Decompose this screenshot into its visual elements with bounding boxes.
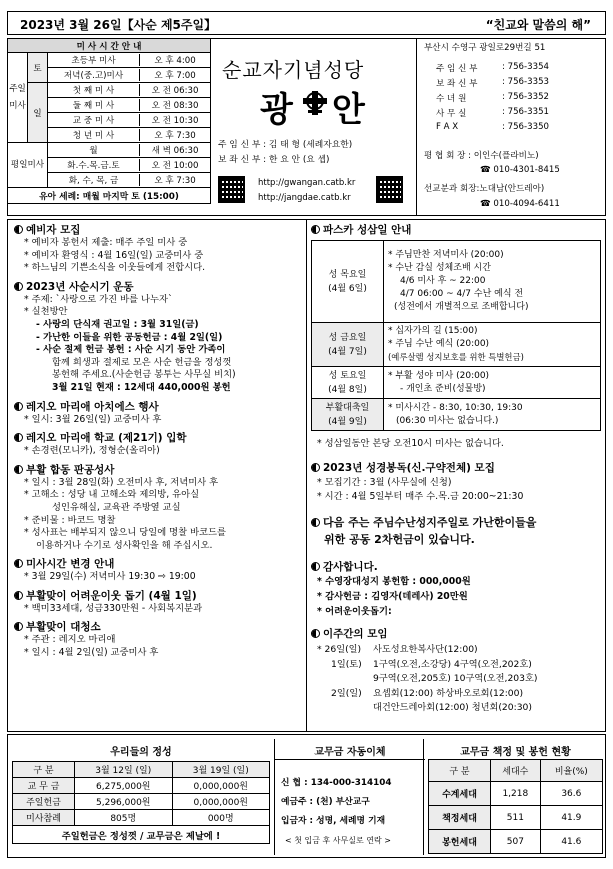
section-title-text: 2023년 사순시기 운동 — [26, 280, 134, 293]
paschal-date: (4월 7일) — [328, 346, 367, 357]
notice-line: * 3월 29일(수) 저녁미사 19:30 ⇨ 19:00 — [24, 571, 196, 583]
phone-row — [436, 122, 606, 137]
paschal-table — [311, 240, 601, 431]
depositor-note: 입금자 : 성명, 세례명 기재 — [281, 816, 386, 826]
phone-label: 보 좌 신 부 — [436, 79, 478, 89]
meetings-list — [317, 643, 537, 716]
notice-line: * 준비물 : 바코드 명찰 — [24, 514, 116, 526]
bottom-block — [7, 734, 606, 858]
mission-president-phone: ☎ 010-4094-6411 — [480, 199, 560, 209]
section-title — [14, 620, 302, 634]
cross-emblem-icon — [302, 90, 328, 116]
mass-time: 새 벽 06:30 — [151, 146, 199, 156]
phone-row — [436, 77, 606, 92]
council-president: 평 협 회 장 : 이인수(플라비노) — [424, 151, 539, 161]
council-president-phone: ☎ 010-4301-8415 — [480, 165, 560, 175]
offering-footer: 주일헌금은 정성껏 / 교무금은 제날에 ! — [13, 826, 270, 844]
row-label: 수계세대 — [429, 782, 491, 806]
notice-section — [14, 280, 302, 395]
phone-list — [436, 62, 606, 137]
notice-line: - 가난한 이들을 위한 공동헌금 : 4월 2일(일) — [36, 331, 223, 343]
paschal-day-cell — [312, 323, 384, 367]
section-title: 이주간의 모임 — [323, 628, 388, 640]
notice-section — [14, 400, 302, 427]
auto-transfer-box — [274, 739, 424, 855]
mass-time: 오 후 4:00 — [154, 56, 196, 66]
table-header: 비율(%) — [540, 760, 602, 782]
mass-time: 오 전 10:00 — [151, 161, 199, 171]
bible-line: * 시간 : 4월 5일부터 매주 수.목.금 20:00~21:30 — [317, 491, 524, 502]
title-left: 광 — [260, 90, 293, 130]
meeting-row — [317, 672, 537, 687]
church-name: 순교자기념성당 — [222, 58, 365, 82]
paschal-date: (4월 9일) — [328, 416, 367, 427]
tithe-table — [428, 759, 603, 854]
saturday-label: 토 — [28, 53, 48, 83]
paschal-line: * 부활 성야 미사 (20:00) — [388, 370, 490, 381]
meetings-title — [311, 627, 388, 641]
phone-value: : 756-3351 — [502, 107, 550, 117]
phone-row — [436, 62, 606, 77]
bible-title — [311, 461, 495, 475]
paschal-detail — [384, 241, 601, 323]
section-title — [14, 223, 302, 237]
circle-bullet-icon — [311, 518, 320, 527]
mass-times-title: 미 사 시 간 안 내 — [8, 39, 211, 53]
cell-value: 0,000,000원 — [172, 778, 270, 794]
cell-value: 805명 — [75, 810, 173, 826]
section-title — [14, 400, 302, 414]
notice-line: * 백미33세대, 성금330만원 - 사회복지분과 — [24, 602, 203, 614]
notice-line: * 주관 : 레지오 마리애 — [24, 634, 116, 646]
mission-president: 선교분과 회장:노대남(안드레아) — [424, 184, 545, 194]
paschal-date: (4월 8일) — [328, 384, 367, 395]
cell-value: 0,000,000원 — [172, 794, 270, 810]
mass-name: 초등부 미사 — [48, 54, 140, 66]
paschal-day: 성 금요일 — [328, 332, 367, 343]
phone-value: : 756-3350 — [502, 122, 550, 132]
paschal-line: * 십자가의 길 (15:00) — [388, 326, 478, 336]
cell-value: 1,218 — [491, 782, 541, 806]
row-label: 책정세대 — [429, 806, 491, 830]
row-label: 미사참례 — [13, 810, 75, 826]
sunday-mass-label: 주일미사 — [8, 53, 28, 143]
paschal-day-cell — [312, 241, 384, 323]
bank-account: 신 협 : 134-000-314104 — [281, 778, 392, 788]
meeting-date: * 26일(일) — [317, 644, 362, 655]
meeting-text: 요셉회(12:00) 하상바오로회(12:00) — [373, 687, 524, 699]
title-block — [260, 82, 370, 128]
notice-line: * 예비자 환영식 : 4월 16일(일) 교중미사 중 — [24, 249, 204, 261]
notice-line: * 손경련(모니카), 정형순(올리아) — [24, 445, 160, 457]
section-title — [14, 557, 302, 571]
notice-line: 성인유해실, 교육관 주방옆 교실 — [52, 501, 181, 513]
row-label: 주일헌금 — [13, 794, 75, 810]
paschal-line: * 주님 수난 예식 (20:00) — [388, 339, 490, 349]
circle-bullet-icon — [311, 225, 320, 234]
notice-line: * 성사표는 배부되지 않으니 당일에 명찰 바코드를 — [24, 527, 226, 539]
thanks-line: * 어려운이웃돕기: — [317, 606, 392, 617]
mass-time: 오 후 7:30 — [154, 131, 196, 141]
notice-line: * 일시 : 3월 28일(화) 오전미사 후, 저녁미사 후 — [24, 476, 219, 488]
infant-baptism: 유아 세례: 매월 마지막 토 (15:00) — [8, 188, 211, 204]
notice-section — [14, 557, 302, 584]
paschal-note: * 성삼일동안 본당 오전10시 미사는 없습니다. — [317, 438, 504, 449]
paschal-detail — [384, 367, 601, 399]
table-header: 3월 19일 (일) — [172, 762, 270, 778]
paschal-line: * 미사시간 - 8:30, 10:30, 19:30 — [388, 402, 523, 413]
circle-bullet-icon — [14, 402, 23, 411]
qr-code-icon — [218, 176, 245, 203]
meeting-text: 9구역(오전,205호) 10구역(오전,203호) — [373, 673, 538, 684]
section-title-text: 예비자 모집 — [26, 224, 81, 236]
notice-line: * 일시: 3월 26일(일) 교중미사 후 — [24, 413, 162, 425]
mass-time: 오 전 06:30 — [151, 86, 199, 96]
contact-info — [420, 38, 606, 216]
title-right: 안 — [332, 90, 365, 130]
notice-line: * 주제: `사랑으로 가진 바를 나누자` — [24, 293, 173, 305]
paschal-detail — [384, 323, 601, 367]
masthead — [214, 38, 410, 216]
cell-value: 000명 — [172, 810, 270, 826]
mass-name: 교 중 미 사 — [48, 114, 140, 126]
notice-line: - 사랑의 단식재 권고일 : 3월 31일(금) — [36, 318, 199, 330]
paschal-day-cell — [312, 367, 384, 399]
right-column — [306, 219, 606, 732]
contact-note: < 첫 입금 후 사무실로 연락 > — [285, 836, 391, 845]
row-label: 교 무 금 — [13, 778, 75, 794]
mass-name: 둘 째 미 사 — [48, 99, 140, 111]
mass-times-table — [7, 38, 211, 204]
section-title: 파스카 성삼일 안내 — [323, 224, 412, 236]
meeting-date: 1일(토) — [331, 658, 362, 670]
paschal-line: 4/6 미사 후 ~ 22:00 — [400, 276, 486, 286]
table-header: 3월 12일 (일) — [75, 762, 173, 778]
notice-section — [14, 431, 302, 458]
paschal-title — [311, 223, 411, 237]
mass-times — [7, 38, 211, 216]
notice-line: * 고해소 : 성당 내 고해소와 제의방, 유아실 — [24, 489, 200, 501]
paschal-day: 성 목요일 — [328, 269, 367, 280]
paschal-line: 4/7 06:00 ~ 4/7 수난 예식 전 — [400, 289, 524, 299]
mass-time: 오 전 10:30 — [151, 116, 199, 126]
phone-value: : 756-3353 — [502, 77, 550, 87]
phone-row — [436, 107, 606, 122]
notice-section — [14, 223, 302, 275]
offering-title: 우리들의 정성 — [110, 747, 172, 758]
mass-name: 첫 째 미 사 — [48, 84, 140, 96]
paschal-detail — [384, 399, 601, 431]
circle-bullet-icon — [14, 591, 23, 600]
assistant-pastor-name: 보 좌 신 부 : 한 요 안 (요 셉) — [218, 155, 330, 165]
mass-name: 화, 수, 목, 금 — [48, 174, 140, 186]
website-gwangan[interactable]: http://gwangan.catb.kr — [258, 178, 356, 188]
notice-section — [14, 589, 302, 616]
section-title-text: 레지오 마리애 아치에스 행사 — [26, 400, 159, 413]
thanks-line: * 수영장대성지 봉헌함 : 000,000원 — [317, 576, 471, 587]
meeting-row — [317, 643, 537, 658]
section-title — [14, 589, 302, 603]
circle-bullet-icon — [311, 463, 320, 472]
bible-line: * 모집기간 : 3월 (사무실에 신청) — [317, 477, 452, 488]
section-title-text: 레지오 마리애 학교 (제21기) 입학 — [26, 432, 187, 445]
left-column — [7, 219, 307, 732]
notice-line: * 예비자 봉헌서 제출: 매주 주일 미사 중 — [24, 237, 188, 248]
meeting-row — [317, 687, 537, 702]
paschal-line: * 수난 감실 성체조배 시간 — [388, 263, 491, 273]
notice-line: * 하느님의 기쁜소식을 이웃들에게 전합시다. — [24, 262, 206, 274]
circle-bullet-icon — [14, 433, 23, 442]
section-title-text: 미사시간 변경 안내 — [26, 558, 115, 571]
cell-value: 507 — [491, 830, 541, 854]
mass-time: 오 전 08:30 — [151, 101, 199, 111]
divider — [416, 38, 417, 216]
account-holder: 예금주 : (천) 부산교구 — [281, 797, 370, 807]
mass-name: 월 — [48, 144, 140, 156]
cell-value: 511 — [491, 806, 541, 830]
pastor-name: 주 임 신 부 : 김 태 형 (세례자요한) — [218, 140, 353, 150]
circle-bullet-icon — [311, 629, 320, 638]
year-theme: “친교와 말씀의 해” — [485, 18, 591, 32]
phone-label: 사 무 실 — [436, 109, 467, 119]
notice-line: 함께 희생과 절제로 모은 사순 헌금을 정성껏 — [52, 356, 232, 368]
meeting-text: 1구역(오전,소강당) 4구역(오전,202호) — [373, 658, 532, 670]
meeting-text: 대건안드레아회(12:00) 청년회(20:30) — [373, 702, 532, 713]
phone-label: 주 임 신 부 — [436, 64, 478, 74]
meeting-row — [317, 701, 537, 716]
sunday-label: 일 — [28, 83, 48, 143]
meeting-date — [317, 701, 373, 716]
meeting-row — [317, 658, 537, 673]
notice-line: 위한 공동 2차헌금이 있습니다. — [324, 533, 475, 546]
qr-code-icon — [376, 176, 403, 203]
paschal-day-cell — [312, 399, 384, 431]
circle-bullet-icon — [14, 282, 23, 291]
mass-time: 오 후 7:00 — [154, 71, 196, 81]
paschal-line: (예루살렘 성지보호를 위한 특별헌금) — [388, 352, 524, 362]
meeting-text: 사도성요한복사단(12:00) — [373, 644, 478, 655]
section-title-text: 부활맞이 어려운이웃 돕기 (4월 1일) — [26, 589, 197, 602]
offering-table — [12, 761, 270, 844]
row-label: 봉헌세대 — [429, 830, 491, 854]
table-header: 구 분 — [429, 760, 491, 782]
paschal-line: - 개인초 준비(성물방) — [400, 383, 486, 394]
mass-time: 오 후 7:30 — [154, 176, 196, 186]
header-bar — [7, 11, 606, 35]
cell-value: 36.6 — [540, 782, 602, 806]
circle-bullet-icon — [14, 559, 23, 568]
cell-value: 41.9 — [540, 806, 602, 830]
notice-line: 이용하거나 수기로 성사확인을 해 주십시오. — [36, 539, 213, 551]
notice-line: 3월 21일 현재 : 12세대 440,000원 봉헌 — [52, 381, 231, 393]
paschal-line: * 주님만찬 저녁미사 (20:00) — [388, 250, 504, 260]
meeting-date — [317, 672, 373, 687]
phone-value: : 756-3354 — [502, 62, 550, 72]
notice-line: - 사순 절제 헌금 봉헌 : 사순 시기 동안 가족이 — [36, 344, 226, 356]
cell-value: 41.6 — [540, 830, 602, 854]
notice-line: * 실천방안 — [24, 306, 68, 318]
thanks-line: * 감사헌금 : 김영자(데레사) 20만원 — [317, 591, 468, 602]
section-title: 감사합니다. — [323, 561, 378, 573]
mass-name: 화.수.목.금.토 — [48, 159, 140, 171]
cell-value: 5,296,000원 — [75, 794, 173, 810]
mass-name: 청 년 미 사 — [48, 129, 140, 141]
circle-bullet-icon — [311, 562, 320, 571]
paschal-line: (성전에서 개별적으로 조배합니다) — [394, 302, 529, 312]
section-title — [14, 280, 302, 294]
circle-bullet-icon — [14, 225, 23, 234]
phone-label: 수 녀 원 — [436, 94, 467, 104]
thanks-title — [311, 560, 378, 574]
meeting-date: 2일(일) — [331, 687, 362, 699]
tithe-box — [428, 739, 603, 855]
notice-line: * 일시 : 4월 2일(일) 교중미사 후 — [24, 647, 159, 659]
issue-date: 2023년 3월 26일【사순 제5주일】 — [20, 18, 217, 32]
paschal-day: 부활대축일 — [325, 402, 370, 413]
section-title — [14, 463, 302, 477]
paschal-date: (4월 6일) — [328, 283, 367, 294]
phone-value: : 756-3352 — [502, 92, 550, 102]
section-title: 2023년 성경봉독(신.구약전체) 모집 — [323, 462, 495, 474]
section-title — [14, 431, 302, 445]
paschal-line: (06:30 미사는 없습니다.) — [396, 415, 499, 426]
transfer-title: 교무금 자동이체 — [314, 747, 386, 758]
tithe-title: 교무금 책정 및 봉헌 현황 — [460, 747, 571, 758]
table-header: 구 분 — [13, 762, 75, 778]
section-title-text: 부활맞이 대청소 — [26, 621, 101, 634]
circle-bullet-icon — [14, 622, 23, 631]
phone-row — [436, 92, 606, 107]
cell-value: 6,275,000원 — [75, 778, 173, 794]
paschal-day: 성 토요일 — [328, 370, 367, 381]
weekday-mass-label: 평일미사 — [8, 143, 48, 188]
website-jangdae[interactable]: http://jangdae.catb.kr — [258, 193, 351, 203]
phone-label: F A X — [436, 122, 459, 132]
notice-section — [14, 463, 302, 553]
section-title-text: 부활 합동 판공성사 — [26, 463, 115, 476]
notice-line: 봉헌해 주세요.(사순헌금 봉투는 사무실 비치) — [52, 369, 236, 381]
table-header: 세대수 — [491, 760, 541, 782]
notice-section — [14, 620, 302, 659]
offering-box — [12, 739, 270, 855]
mass-name: 저녁(중.고)미사 — [48, 69, 140, 81]
circle-bullet-icon — [14, 465, 23, 474]
notice-line: 다음 주는 주님수난성지주일로 가난한이들을 — [323, 516, 537, 529]
address: 부산시 수영구 광일로29번길 51 — [424, 43, 546, 53]
special-collection-notice — [311, 514, 536, 548]
